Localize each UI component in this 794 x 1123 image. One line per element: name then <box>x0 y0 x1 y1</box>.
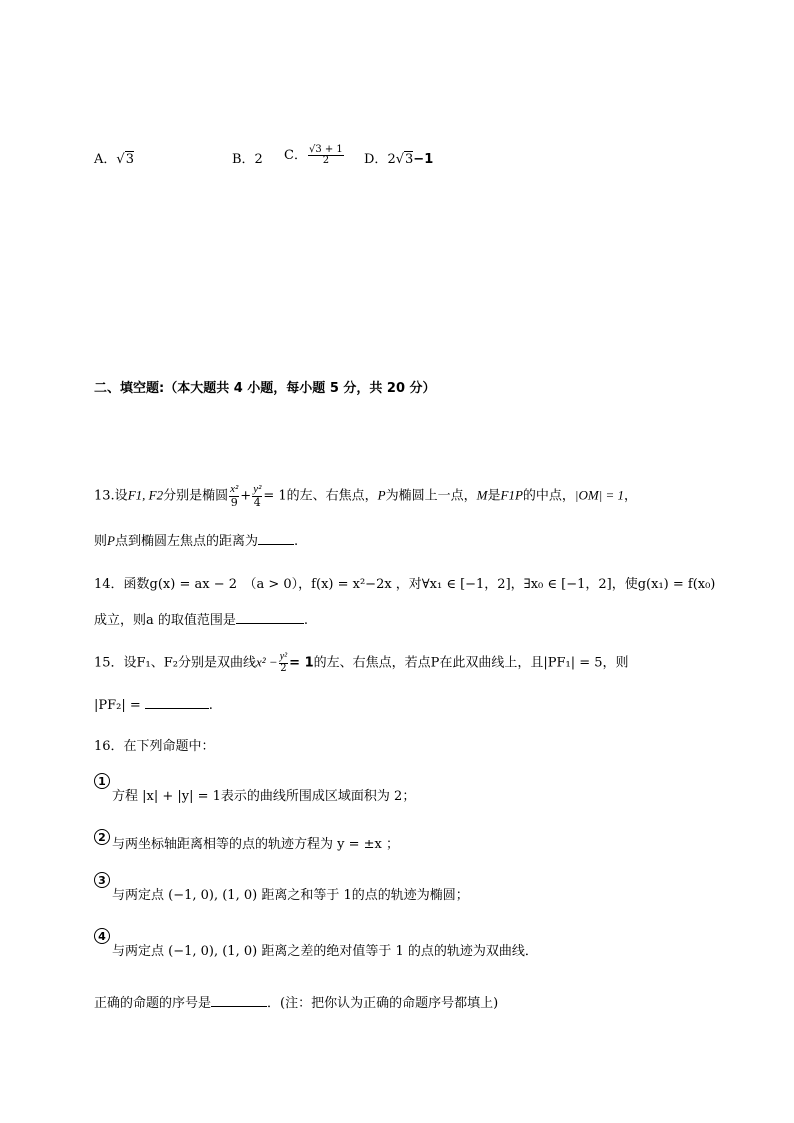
question-15-line2: |PF₂| = . <box>94 698 213 713</box>
proposition-2: 与两坐标轴距离相等的点的轨迹方程为 y = ±x ； <box>112 837 399 852</box>
option-a <box>94 148 134 167</box>
option-a-label: A． <box>94 152 117 167</box>
answer-blank-13[interactable] <box>258 532 294 545</box>
proposition-1: 方程 |x| + |y| = 1表示的曲线所围成区域面积为 2； <box>112 789 416 804</box>
question-13-line2: 则P点到椭圆左焦点的距离为 . <box>94 533 299 549</box>
section-heading: 二、填空题:（本大题共 4 小题，每小题 5 分，共 20 分） <box>94 381 436 396</box>
question-16-answer-line: 正确的命题的序号是 ．(注：把你认为正确的命题序号都填上) <box>94 996 499 1011</box>
question-14-line1: 14．函数g(x) = ax − 2 （a > 0），f(x) = x²−2x ，对∀x₁ ∈ [−1，2]，∃x₀ ∈ [−1，2]，使g(x₁) = f(x₀) <box>94 577 716 592</box>
question-16-intro: 16．在下列命题中： <box>94 739 215 754</box>
question-13-line1: 13.设F1, F2分别是椭圆 $\frac{\text{x²}}{9}$ + $\frac{\text{y²}}{4}$ = 1的左、右焦点，P为椭圆上一点，M是F1P的中点，|OM| = 1， <box>94 483 638 509</box>
answer-blank-14[interactable] <box>236 611 304 624</box>
circled-number-2: 2 <box>94 829 110 845</box>
option-c-label: C． <box>284 148 307 163</box>
proposition-4: 与两定点 (−1, 0), (1, 0) 距离之差的绝对值等于 1 的点的轨迹为双曲线． <box>112 944 538 959</box>
circled-number-3: 3 <box>94 872 110 888</box>
fraction-y2-4: $\frac{\text{y²}}{4}$ <box>253 483 262 509</box>
question-15-line1: 15．设F₁、F₂分别是双曲线x² − $\frac{\text{y²}}{2}$ = 1的左、右焦点，若点P在此双曲线上，且|PF₁| = 5，则 <box>94 651 629 674</box>
option-d: D．2√3−1 <box>364 152 434 167</box>
proposition-3: 与两定点 (−1, 0), (1, 0) 距离之和等于 1的点的轨迹为椭圆； <box>112 888 469 903</box>
sqrt-3: √3 <box>116 152 134 167</box>
option-c-fraction: $\frac{√3 + 1}{2}$ <box>308 143 343 166</box>
circled-number-4: 4 <box>94 928 110 944</box>
option-d-label: D． <box>364 152 388 167</box>
fraction-x2-9: $\frac{\text{x²}}{9}$ <box>230 483 239 509</box>
option-b-label: B．2 <box>232 152 263 167</box>
answer-blank-15[interactable] <box>145 696 209 709</box>
option-c <box>284 144 345 167</box>
answer-blank-16[interactable] <box>211 994 267 1007</box>
question-14-line2: 成立，则a 的取值范围是 . <box>94 613 309 628</box>
option-b <box>232 148 263 167</box>
circled-number-1: 1 <box>94 773 110 789</box>
fraction-y2-2: $\frac{\text{y²}}{2}$ <box>279 651 288 674</box>
